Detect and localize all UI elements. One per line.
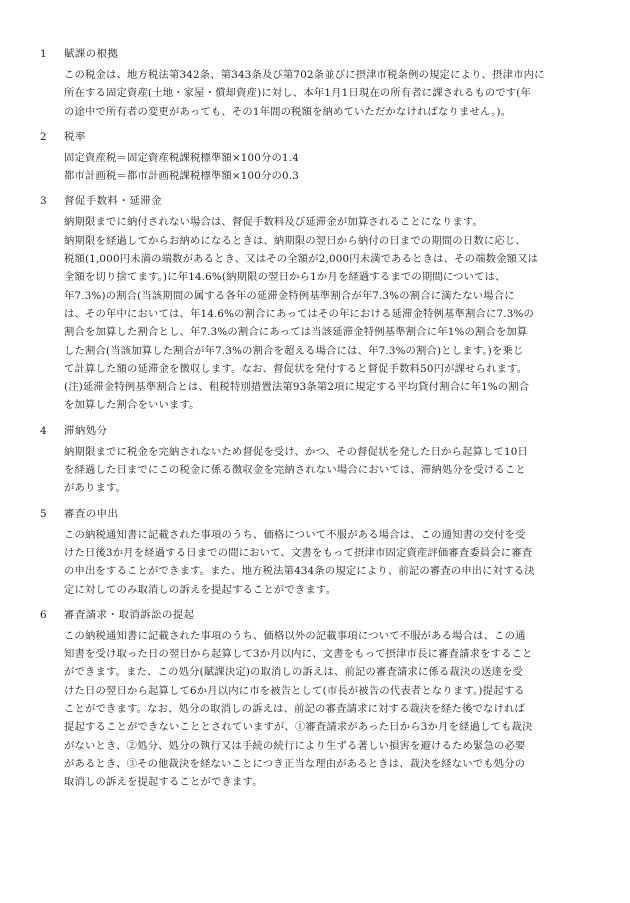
- section-heading: [40, 129, 580, 145]
- section-title: 督促手数料・延滞金: [64, 195, 163, 208]
- section-heading: [40, 607, 580, 623]
- section-body: [40, 627, 580, 792]
- body-line: 知書を受け取った日の翌日から起算して3か月以内に、文書をもって摂津市長に審査請求をすること: [64, 648, 533, 661]
- body-line: この税金は、地方税法第342条、第343条及び第702条並びに摂津市税条例の規定により、摂津市内に: [64, 69, 545, 81]
- body-line: けた日の翌日から起算して6か月以内に市を被告として(市長が被告の代表者となります。)提起する: [64, 684, 525, 697]
- body-line: があるとき、③その他裁決を経ないことにつき正当な理由があるときは、裁決を経ないでも処分の: [64, 757, 526, 770]
- body-line: 定に対してのみ取消しの訴えを提起することができます。: [64, 583, 337, 596]
- section-title: 賦課の根拠: [64, 48, 119, 60]
- body-line: 所在する固定資産(土地・家屋・償却資産)に対し、本年1月1日現在の所有者に課されるものです(年: [64, 87, 532, 100]
- section-heading: [40, 423, 580, 439]
- body-line: ことができます。なお、処分の取消しの訴えは、前記の審査請求に対する裁決を経た後でなければ: [64, 703, 526, 716]
- body-line: この納税通知書に記載された事項のうち、価格について不服がある場合は、この通知書の交付を受: [64, 528, 526, 541]
- note-line: を加算した割合をいいます。: [64, 399, 200, 412]
- body-line: けた日後3か月を経過する日までの間において、文書をもって摂津市固定資産評価審査委員会に審査: [64, 546, 533, 559]
- note-line: (注)延滞金特例基準割合とは、租税特別措置法第93条第2項に規定する平均貸付割合に年1%の割合: [64, 381, 530, 394]
- body-line: 税額(1,000円未満の端数があるとき、又はその全額が2,000円未満であるときは、その端数金額又は: [64, 253, 539, 266]
- body-line: 納期限までに税金を完納されないため督促を受け、かつ、その督促状を発した日から起算して10日: [64, 445, 529, 458]
- body-line: 納期限までに納付されない場合は、督促手数料及び延滞金が加算されることになります。: [64, 216, 484, 229]
- body-line: 固定資産税＝固定資産税課税標準額×100分の1.4: [64, 151, 299, 164]
- body-line: 取消しの訴えを提起することができます。: [64, 776, 263, 789]
- body-line: は、その年中においては、年14.6%の割合にあってはその年における延滞金特例基準割合に7.3%の: [64, 307, 534, 320]
- section-heading: [40, 46, 580, 62]
- section-fees-late-charges: [40, 193, 580, 414]
- body-line: があります。: [64, 482, 127, 495]
- section-heading: [40, 193, 580, 209]
- body-line: がないとき、②処分、処分の執行又は手続の続行により生ずる著しい損害を避けるため緊急の必要: [64, 739, 526, 752]
- section-number: 1: [40, 48, 47, 60]
- body-line: この納税通知書に記載された事項のうち、価格以外の記載事項について不服がある場合は、この通: [64, 629, 526, 642]
- section-review-request: [40, 506, 580, 599]
- section-tax-rate: [40, 129, 580, 186]
- section-title: 滞納処分: [64, 424, 108, 437]
- section-title: 税率: [64, 130, 86, 143]
- body-line: ができます。また、この処分(賦課決定)の取消しの訴えは、前記の審査請求に係る裁決の送達を受: [64, 666, 523, 679]
- section-heading: [40, 506, 580, 522]
- section-appeal-litigation: [40, 607, 580, 792]
- section-number: 6: [40, 608, 47, 621]
- body-line: 割合を加算した割合とし、年7.3%の割合にあっては当該延滞金特例基準割合に年1%の割合を加算: [64, 326, 528, 339]
- section-title: 審査請求・取消訴訟の提起: [64, 608, 195, 621]
- body-line: した割合(当該加算した割合が年7.3%の割合を超える場合には、年7.3%の割合)とします。)を乗じ: [64, 344, 524, 357]
- body-line: 都市計画税＝都市計画税課税標準額×100分の0.3: [64, 170, 299, 183]
- section-number: 5: [40, 507, 47, 520]
- body-line: 納期限を経過してからお納めになるときは、納期限の翌日から納付の日までの期間の日数に応じ、: [64, 234, 526, 247]
- section-title: 審査の申出: [64, 507, 119, 520]
- section-body: [40, 213, 580, 414]
- body-line: 全額を切り捨てます。)に年14.6%(納期限の翌日から1か月を経過するまでの期間については、: [64, 271, 506, 284]
- section-body: [40, 526, 580, 599]
- body-line: の途中で所有者の変更があっても、その1年間の税額を納めていただかなければなりません。)。: [64, 105, 512, 118]
- body-line: 提起することができないこととされていますが、①審査請求があった日から3か月を経過しても裁決: [64, 721, 533, 734]
- section-body: [40, 66, 580, 121]
- body-line: て計算した額の延滞金を徴収します。なお、督促状を発付すると督促手数料50円が課せられます。: [64, 362, 528, 375]
- section-basis: [40, 46, 580, 121]
- section-number: 3: [40, 195, 47, 208]
- section-number: 2: [40, 130, 47, 143]
- section-delinquency: [40, 423, 580, 498]
- body-line: 年7.3%)の割合(当該期間の属する各年の延滞金特例基準割合が年7.3%の割合に満たない場合に: [64, 289, 515, 302]
- section-body: [40, 443, 580, 498]
- section-body: [40, 149, 580, 186]
- body-line: を経過した日までにこの税金に係る徴収金を完納されない場合においては、滞納処分を受けること: [64, 464, 526, 477]
- section-number: 4: [40, 424, 47, 437]
- body-line: の申出をすることができます。また、地方税法第434条の規定により、前記の審査の申出に対する決: [64, 565, 535, 578]
